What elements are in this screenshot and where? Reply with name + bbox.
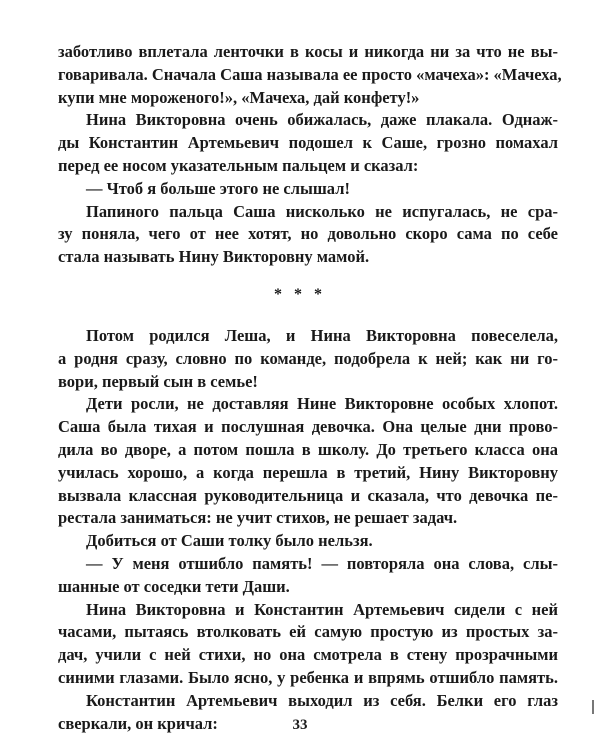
text-line: шанные от соседки тети Даши. — [58, 576, 290, 596]
text-line: часами, пытаясь втолковать ей самую простую из простых за- — [58, 622, 558, 642]
text-line: перед ее носом указательным пальцем и сказал: — [58, 155, 419, 175]
text-line: Саша была тихая и послушная девочка. Она целые дни прово- — [58, 417, 558, 437]
text-line: вызвала классная руководительница и сказала, что девочка пе- — [58, 485, 558, 505]
text-line: синими глазами. Было ясно, у ребенка и впрямь отшибло память. — [58, 667, 558, 687]
text-line: Папиного пальца Саша нисколько не испугалась, не сра- — [86, 201, 558, 221]
page-edge-mark — [592, 700, 594, 714]
text-line: Добиться от Саши толку было нельзя. — [86, 531, 373, 551]
text-line: — Чтоб я больше этого не слышал! — [86, 178, 350, 198]
text-line: — У меня отшибло память! — повторяла она слова, слы- — [86, 553, 558, 573]
text-line: дила во дворе, а потом пошла в школу. До третьего класса она — [58, 439, 558, 459]
text-line: зу поняла, чего от нее хотят, но довольно скоро сама по себе — [58, 224, 558, 244]
text-line: купи мне мороженого!», «Мачеха, дай конфету!» — [58, 87, 420, 107]
text-line: рестала заниматься: не учит стихов, не решает задач. — [58, 508, 458, 528]
text-line: училась хорошо, а когда перешла в третий, Нину Викторовну — [58, 462, 558, 482]
text-line: дач, учили с ней стихи, но она смотрела в стену прозрачными — [58, 645, 558, 665]
text-line: заботливо вплетала ленточки в косы и никогда ни за что не вы- — [58, 42, 558, 61]
text-line: Константин Артемьевич выходил из себя. Белки его глаз — [86, 690, 558, 710]
text-line: вори, первый сын в семье! — [58, 371, 258, 391]
text-block-top — [58, 41, 562, 269]
text-line: а родня сразу, словно по команде, подобрела к ней; как ни го- — [58, 348, 558, 368]
text-line: Нина Викторовна и Константин Артемьевич сидели с ней — [86, 599, 558, 619]
text-line: Потом родился Леша, и Нина Викторовна повеселела, — [86, 326, 558, 345]
text-block-bottom — [58, 325, 558, 735]
text-line: Дети росли, не доставляя Нине Викторовне особых хлопот. — [86, 394, 558, 414]
text-line: говаривала. Сначала Саша называла ее просто «мачеха»: «Мачеха, — [58, 64, 562, 84]
text-line: стала называть Нину Викторовну мамой. — [58, 247, 370, 267]
page-number: 33 — [292, 717, 308, 733]
section-separator: * * * — [274, 286, 326, 303]
text-line: сверкали, он кричал: — [58, 713, 218, 733]
text-line: Нина Викторовна очень обижалась, даже плакала. Однаж- — [86, 110, 558, 130]
text-line: ды Константин Артемьевич подошел к Саше, грозно помахал — [58, 133, 558, 153]
